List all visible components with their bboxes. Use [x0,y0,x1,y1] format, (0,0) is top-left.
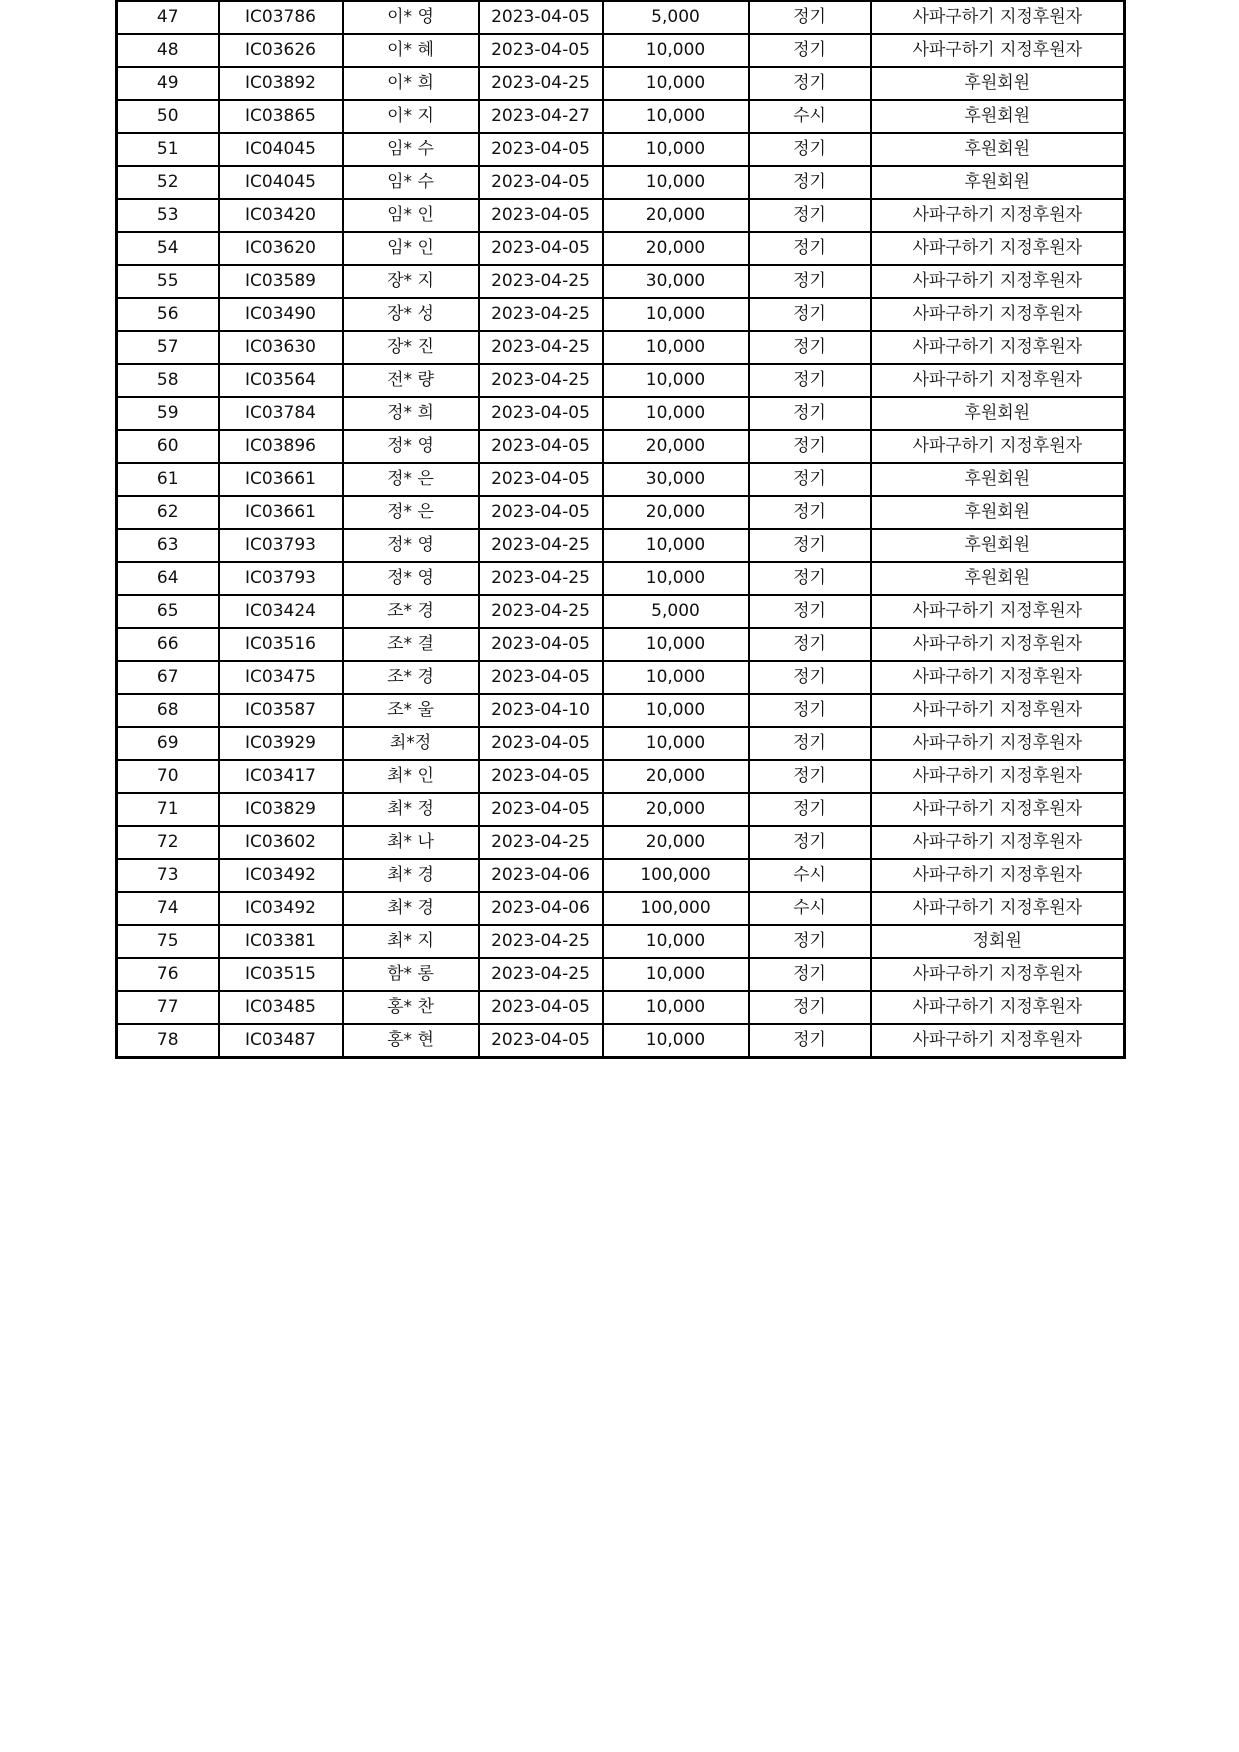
row-number-cell: 54 [117,232,219,265]
table-row [117,694,1125,727]
donation-type-cell: 정기 [749,133,871,166]
donor-id-cell: IC03620 [219,232,343,265]
donation-type-cell: 수시 [749,859,871,892]
table-row [117,430,1125,463]
member-category-cell: 후원회원 [871,100,1125,133]
amount-cell: 10,000 [603,694,749,727]
amount-cell: 20,000 [603,232,749,265]
amount-cell: 10,000 [603,100,749,133]
table-row [117,628,1125,661]
amount-cell: 20,000 [603,496,749,529]
amount-cell: 5,000 [603,595,749,628]
member-category-cell: 후원회원 [871,166,1125,199]
donation-date-cell: 2023-04-05 [479,463,603,496]
donor-id-cell: IC04045 [219,166,343,199]
donor-name-cell: 최*정 [343,727,479,760]
donation-date-cell: 2023-04-05 [479,1024,603,1058]
member-category-cell: 사파구하기 지정후원자 [871,760,1125,793]
donor-id-cell: IC03865 [219,100,343,133]
donation-date-cell: 2023-04-05 [479,232,603,265]
row-number-cell: 63 [117,529,219,562]
row-number-cell: 66 [117,628,219,661]
amount-cell: 30,000 [603,265,749,298]
donation-date-cell: 2023-04-05 [479,34,603,67]
donor-id-cell: IC03589 [219,265,343,298]
donation-type-cell: 정기 [749,34,871,67]
table-row [117,34,1125,67]
row-number-cell: 58 [117,364,219,397]
row-number-cell: 75 [117,925,219,958]
donation-table-body [117,1,1125,1058]
row-number-cell: 69 [117,727,219,760]
donor-name-cell: 최* 인 [343,760,479,793]
member-category-cell: 사파구하기 지정후원자 [871,34,1125,67]
row-number-cell: 55 [117,265,219,298]
donation-type-cell: 정기 [749,628,871,661]
member-category-cell: 후원회원 [871,67,1125,100]
donor-name-cell: 장* 지 [343,265,479,298]
donor-name-cell: 전* 량 [343,364,479,397]
donation-date-cell: 2023-04-05 [479,397,603,430]
amount-cell: 100,000 [603,892,749,925]
row-number-cell: 51 [117,133,219,166]
amount-cell: 100,000 [603,859,749,892]
row-number-cell: 61 [117,463,219,496]
table-row [117,199,1125,232]
row-number-cell: 71 [117,793,219,826]
member-category-cell: 사파구하기 지정후원자 [871,727,1125,760]
table-row [117,463,1125,496]
amount-cell: 10,000 [603,364,749,397]
donation-type-cell: 정기 [749,232,871,265]
member-category-cell: 사파구하기 지정후원자 [871,892,1125,925]
member-category-cell: 사파구하기 지정후원자 [871,826,1125,859]
donor-name-cell: 정* 희 [343,397,479,430]
donor-name-cell: 홍* 찬 [343,991,479,1024]
donation-type-cell: 정기 [749,463,871,496]
row-number-cell: 59 [117,397,219,430]
donor-id-cell: IC03661 [219,496,343,529]
donor-name-cell: 이* 희 [343,67,479,100]
donation-date-cell: 2023-04-06 [479,892,603,925]
donor-id-cell: IC03626 [219,34,343,67]
member-category-cell: 사파구하기 지정후원자 [871,793,1125,826]
donation-type-cell: 정기 [749,694,871,727]
donor-id-cell: IC03784 [219,397,343,430]
donor-name-cell: 정* 은 [343,463,479,496]
donation-date-cell: 2023-04-25 [479,265,603,298]
donor-id-cell: IC03515 [219,958,343,991]
donation-type-cell: 정기 [749,595,871,628]
donation-date-cell: 2023-04-25 [479,298,603,331]
donor-name-cell: 조* 경 [343,661,479,694]
row-number-cell: 68 [117,694,219,727]
member-category-cell: 후원회원 [871,529,1125,562]
donation-date-cell: 2023-04-05 [479,199,603,232]
amount-cell: 10,000 [603,166,749,199]
row-number-cell: 78 [117,1024,219,1058]
row-number-cell: 47 [117,1,219,34]
donor-id-cell: IC03630 [219,331,343,364]
table-row [117,760,1125,793]
member-category-cell: 사파구하기 지정후원자 [871,232,1125,265]
row-number-cell: 57 [117,331,219,364]
donor-id-cell: IC03424 [219,595,343,628]
row-number-cell: 53 [117,199,219,232]
donor-name-cell: 임* 인 [343,199,479,232]
donor-id-cell: IC03661 [219,463,343,496]
donor-id-cell: IC03602 [219,826,343,859]
table-row [117,331,1125,364]
table-row [117,265,1125,298]
member-category-cell: 후원회원 [871,133,1125,166]
donation-date-cell: 2023-04-10 [479,694,603,727]
amount-cell: 10,000 [603,1024,749,1058]
member-category-cell: 사파구하기 지정후원자 [871,298,1125,331]
donor-name-cell: 함* 롱 [343,958,479,991]
amount-cell: 10,000 [603,529,749,562]
donation-type-cell: 정기 [749,430,871,463]
member-category-cell: 사파구하기 지정후원자 [871,991,1125,1024]
amount-cell: 30,000 [603,463,749,496]
table-row [117,133,1125,166]
donation-date-cell: 2023-04-05 [479,661,603,694]
donation-type-cell: 정기 [749,925,871,958]
member-category-cell: 사파구하기 지정후원자 [871,199,1125,232]
amount-cell: 20,000 [603,793,749,826]
table-row [117,100,1125,133]
amount-cell: 10,000 [603,628,749,661]
donor-id-cell: IC03490 [219,298,343,331]
donation-date-cell: 2023-04-25 [479,67,603,100]
donor-name-cell: 조* 경 [343,595,479,628]
row-number-cell: 76 [117,958,219,991]
table-row [117,298,1125,331]
donation-type-cell: 정기 [749,397,871,430]
table-row [117,496,1125,529]
amount-cell: 20,000 [603,430,749,463]
table-row [117,166,1125,199]
donor-id-cell: IC03587 [219,694,343,727]
donation-type-cell: 정기 [749,826,871,859]
row-number-cell: 52 [117,166,219,199]
donor-id-cell: IC03420 [219,199,343,232]
member-category-cell: 후원회원 [871,397,1125,430]
amount-cell: 20,000 [603,826,749,859]
member-category-cell: 사파구하기 지정후원자 [871,331,1125,364]
donor-id-cell: IC03492 [219,892,343,925]
amount-cell: 10,000 [603,34,749,67]
donor-name-cell: 정* 영 [343,430,479,463]
amount-cell: 20,000 [603,760,749,793]
donation-type-cell: 정기 [749,727,871,760]
donation-date-cell: 2023-04-25 [479,562,603,595]
row-number-cell: 56 [117,298,219,331]
donation-date-cell: 2023-04-05 [479,760,603,793]
donation-date-cell: 2023-04-25 [479,331,603,364]
donation-type-cell: 수시 [749,100,871,133]
donation-date-cell: 2023-04-06 [479,859,603,892]
donation-type-cell: 정기 [749,661,871,694]
member-category-cell: 사파구하기 지정후원자 [871,1,1125,34]
table-row [117,595,1125,628]
donor-id-cell: IC03929 [219,727,343,760]
donor-name-cell: 정* 은 [343,496,479,529]
donor-name-cell: 최* 경 [343,892,479,925]
donation-date-cell: 2023-04-25 [479,364,603,397]
amount-cell: 10,000 [603,298,749,331]
donation-date-cell: 2023-04-05 [479,430,603,463]
amount-cell: 10,000 [603,562,749,595]
table-row [117,562,1125,595]
amount-cell: 20,000 [603,199,749,232]
donation-date-cell: 2023-04-25 [479,595,603,628]
table-row [117,793,1125,826]
donation-date-cell: 2023-04-05 [479,991,603,1024]
donor-id-cell: IC03487 [219,1024,343,1058]
donation-date-cell: 2023-04-27 [479,100,603,133]
donor-id-cell: IC03793 [219,529,343,562]
member-category-cell: 사파구하기 지정후원자 [871,265,1125,298]
donor-id-cell: IC03516 [219,628,343,661]
donation-date-cell: 2023-04-05 [479,727,603,760]
amount-cell: 5,000 [603,1,749,34]
donation-date-cell: 2023-04-25 [479,826,603,859]
table-row [117,661,1125,694]
amount-cell: 10,000 [603,67,749,100]
member-category-cell: 사파구하기 지정후원자 [871,430,1125,463]
member-category-cell: 사파구하기 지정후원자 [871,859,1125,892]
donor-name-cell: 임* 수 [343,166,479,199]
donor-name-cell: 조* 결 [343,628,479,661]
donation-date-cell: 2023-04-05 [479,496,603,529]
donation-type-cell: 정기 [749,364,871,397]
donation-type-cell: 정기 [749,331,871,364]
donor-name-cell: 임* 인 [343,232,479,265]
donation-type-cell: 정기 [749,562,871,595]
table-row [117,364,1125,397]
donor-name-cell: 장* 진 [343,331,479,364]
row-number-cell: 67 [117,661,219,694]
amount-cell: 10,000 [603,397,749,430]
row-number-cell: 48 [117,34,219,67]
table-row [117,1024,1125,1058]
donation-type-cell: 정기 [749,199,871,232]
row-number-cell: 70 [117,760,219,793]
donation-date-cell: 2023-04-25 [479,529,603,562]
donation-type-cell: 정기 [749,760,871,793]
donation-date-cell: 2023-04-05 [479,133,603,166]
donor-id-cell: IC03492 [219,859,343,892]
donor-name-cell: 장* 성 [343,298,479,331]
donation-table [115,0,1126,1059]
donor-id-cell: IC03417 [219,760,343,793]
donor-name-cell: 최* 지 [343,925,479,958]
table-row [117,826,1125,859]
donor-id-cell: IC03829 [219,793,343,826]
table-row [117,1,1125,34]
donor-id-cell: IC03892 [219,67,343,100]
donation-type-cell: 정기 [749,265,871,298]
amount-cell: 10,000 [603,133,749,166]
member-category-cell: 후원회원 [871,496,1125,529]
donor-id-cell: IC03381 [219,925,343,958]
table-row [117,958,1125,991]
row-number-cell: 77 [117,991,219,1024]
donor-name-cell: 이* 영 [343,1,479,34]
donor-name-cell: 최* 경 [343,859,479,892]
donor-name-cell: 임* 수 [343,133,479,166]
row-number-cell: 65 [117,595,219,628]
table-row [117,727,1125,760]
donation-date-cell: 2023-04-25 [479,925,603,958]
donor-name-cell: 조* 울 [343,694,479,727]
member-category-cell: 후원회원 [871,463,1125,496]
donation-type-cell: 수시 [749,892,871,925]
donation-type-cell: 정기 [749,166,871,199]
table-row [117,859,1125,892]
member-category-cell: 사파구하기 지정후원자 [871,694,1125,727]
row-number-cell: 62 [117,496,219,529]
member-category-cell: 사파구하기 지정후원자 [871,958,1125,991]
donor-id-cell: IC03564 [219,364,343,397]
member-category-cell: 사파구하기 지정후원자 [871,661,1125,694]
table-row [117,925,1125,958]
row-number-cell: 73 [117,859,219,892]
table-row [117,232,1125,265]
donation-type-cell: 정기 [749,1,871,34]
donation-date-cell: 2023-04-05 [479,628,603,661]
member-category-cell: 정회원 [871,925,1125,958]
donation-type-cell: 정기 [749,496,871,529]
member-category-cell: 후원회원 [871,562,1125,595]
donor-name-cell: 최* 정 [343,793,479,826]
donation-type-cell: 정기 [749,991,871,1024]
row-number-cell: 49 [117,67,219,100]
donor-id-cell: IC04045 [219,133,343,166]
row-number-cell: 50 [117,100,219,133]
amount-cell: 10,000 [603,925,749,958]
table-row [117,529,1125,562]
donation-type-cell: 정기 [749,1024,871,1058]
amount-cell: 10,000 [603,727,749,760]
donor-name-cell: 정* 영 [343,529,479,562]
amount-cell: 10,000 [603,331,749,364]
amount-cell: 10,000 [603,661,749,694]
donor-id-cell: IC03786 [219,1,343,34]
amount-cell: 10,000 [603,991,749,1024]
donation-type-cell: 정기 [749,793,871,826]
donor-id-cell: IC03896 [219,430,343,463]
donor-name-cell: 이* 지 [343,100,479,133]
donation-date-cell: 2023-04-05 [479,166,603,199]
member-category-cell: 사파구하기 지정후원자 [871,628,1125,661]
donor-id-cell: IC03793 [219,562,343,595]
row-number-cell: 64 [117,562,219,595]
donor-name-cell: 홍* 현 [343,1024,479,1058]
donor-name-cell: 최* 나 [343,826,479,859]
member-category-cell: 사파구하기 지정후원자 [871,595,1125,628]
donor-name-cell: 정* 영 [343,562,479,595]
donor-name-cell: 이* 혜 [343,34,479,67]
row-number-cell: 60 [117,430,219,463]
donation-date-cell: 2023-04-05 [479,793,603,826]
table-row [117,991,1125,1024]
table-row [117,397,1125,430]
donor-id-cell: IC03475 [219,661,343,694]
table-row [117,892,1125,925]
row-number-cell: 74 [117,892,219,925]
donation-type-cell: 정기 [749,298,871,331]
donor-id-cell: IC03485 [219,991,343,1024]
donation-type-cell: 정기 [749,958,871,991]
row-number-cell: 72 [117,826,219,859]
amount-cell: 10,000 [603,958,749,991]
table-row [117,67,1125,100]
donation-date-cell: 2023-04-25 [479,958,603,991]
donation-type-cell: 정기 [749,67,871,100]
donation-type-cell: 정기 [749,529,871,562]
member-category-cell: 사파구하기 지정후원자 [871,1024,1125,1058]
member-category-cell: 사파구하기 지정후원자 [871,364,1125,397]
donation-date-cell: 2023-04-05 [479,1,603,34]
